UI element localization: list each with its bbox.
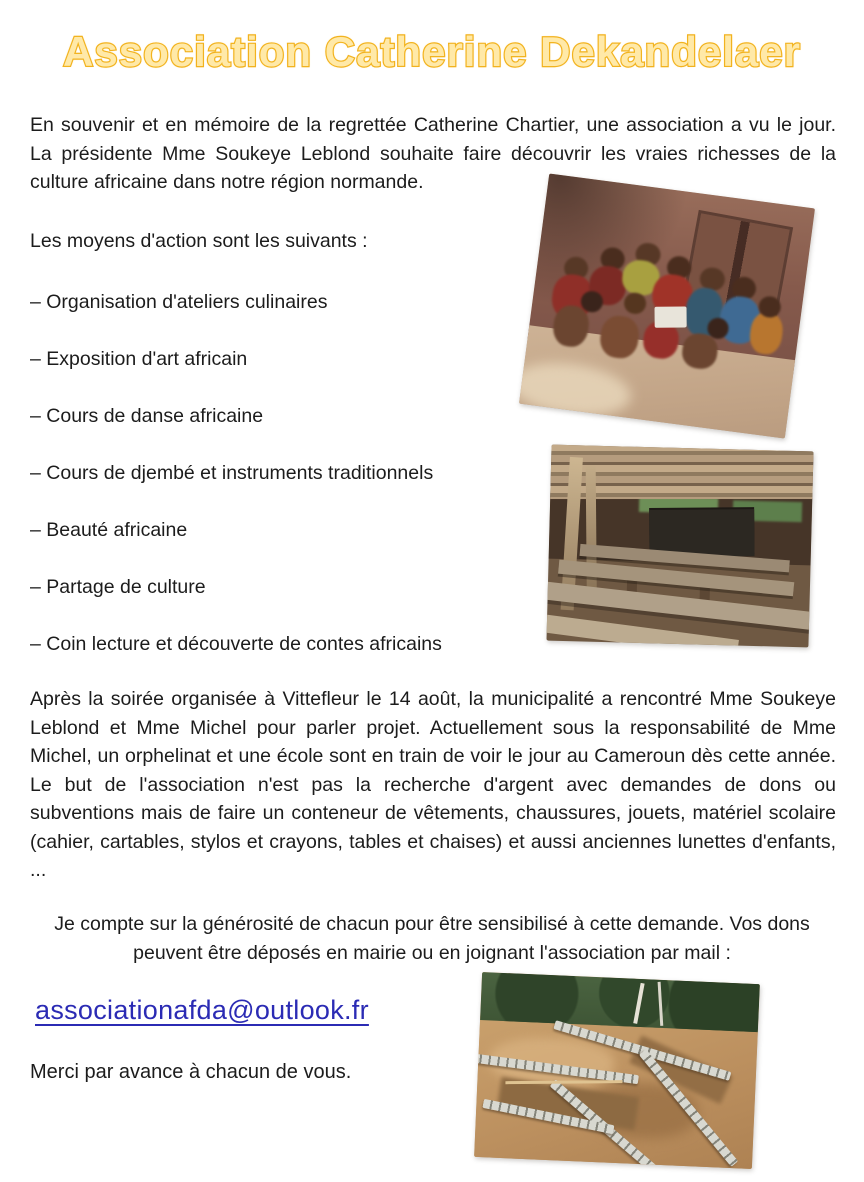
foundations-photo: [474, 972, 760, 1169]
school-benches-photo: [546, 445, 813, 648]
project-paragraph: Après la soirée organisée à Vittefleur le 14 août, la municipalité a rencontré Mme Soukeye Leblond et Mme Michel pour parler projet. Actuellement sous la responsabilité de Mme Michel, un orphelinat et une école sont en train de voir le jour au Cameroun dès cette année. Le but de l'association n'est pas la recherche d'argent avec demandes de dons ou subventions mais de faire un conteneur de vêtements, chaussures, jouets, matériel scolaire (cahier, cartables, stylos et crayons, tables et chaises) et aussi anciennes lunettes d'enfants, ...: [30, 688, 836, 881]
means-intro-line: Les moyens d'action sont les suivants :: [30, 230, 368, 252]
appeal-paragraph: Je compte sur la générosité de chacun pour être sensibilisé à cette demande. Vos dons peuvent être déposés en mairie ou en joignant l'association par mail :: [54, 913, 810, 964]
action-list-item: – Cours de danse africaine: [30, 405, 264, 427]
action-list-item: – Exposition d'art africain: [30, 348, 248, 370]
closing-line: Merci par avance à chacun de vous.: [30, 1061, 352, 1083]
action-list-item: – Partage de culture: [30, 576, 206, 598]
page-title: Association Catherine Dekandelaer: [63, 28, 801, 75]
children-group-photo: [519, 174, 815, 439]
intro-paragraph: En souvenir et en mémoire de la regrettée Catherine Chartier, une association a vu le jour. La présidente Mme Soukeye Leblond souhaite faire découvrir les vraies richesses de la culture africaine dans notre région normande.: [30, 114, 836, 193]
photo-bench: [546, 615, 738, 648]
action-list-item: – Organisation d'ateliers culinaires: [30, 291, 328, 313]
email-link[interactable]: associationafda@outlook.fr: [35, 995, 369, 1025]
action-list-item: – Coin lecture et découverte de contes africains: [30, 633, 442, 655]
action-list: [30, 288, 530, 687]
action-list-item: – Cours de djembé et instruments traditionnels: [30, 462, 434, 484]
action-list-item: – Beauté africaine: [30, 519, 188, 541]
photo-paper-sign: [655, 306, 687, 327]
